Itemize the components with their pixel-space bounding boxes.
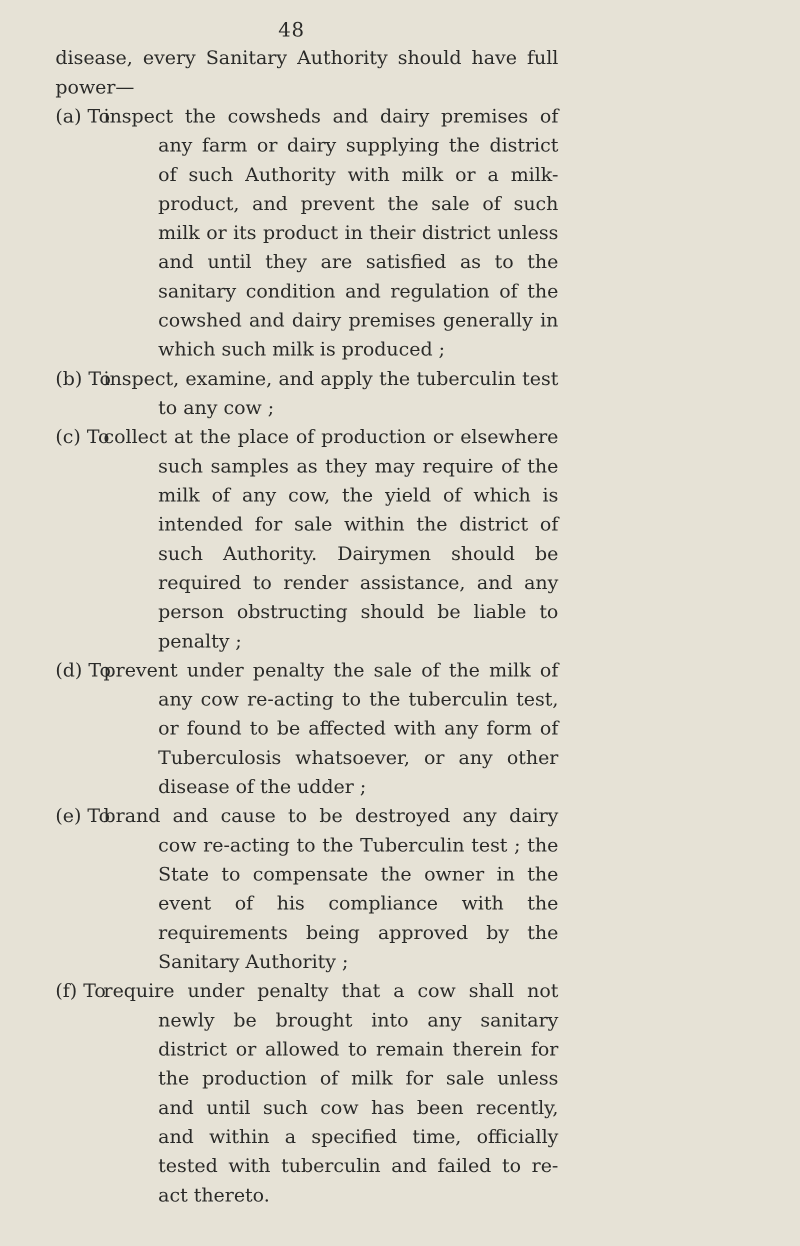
clause-text: inspect, examine, and apply the tuberculin test to any cow ; [103, 368, 559, 420]
intro-paragraph: disease, every Sanitary Authority should have full power— [55, 47, 559, 99]
clause-label: (b) To [55, 368, 111, 390]
clause-label: (e) To [55, 805, 111, 828]
clause-c [55, 423, 558, 656]
clause-b [55, 364, 558, 422]
clause-label: (f) To [55, 980, 106, 1003]
clause-text: prevent under penalty the sale of the milk of any cow re-acting to the tuberculin test, or found to be affected with any form of Tuberculosis whatsoever, or any other disease of the udder ; [103, 659, 559, 799]
page-number: 48 [278, 18, 305, 42]
clause-text: inspect the cowsheds and dairy premises of any farm or dairy supplying the district of such Authority with milk or a milk-product, and prevent the sale of such milk or its product in their district unless and until they are satisfied as to the sanitary condition and regulation of the cowshed and dairy premises generally in which such milk is produced ; [103, 105, 559, 361]
clause-text: require under penalty that a cow shall not newly be brought into any sanitary district or allowed to remain therein for the production of milk for sale unless and until such cow has been recently, and within a specified time, officially tested with tuberculin and failed to re-act thereto. [103, 980, 559, 1207]
clause-text: collect at the place of production or elsewhere such samples as they may require of the milk of any cow, the yield of which is intended for sale within the district of such Authority. Dairymen should be required to render assistance, and any person obstructing should be liable to penalty ; [103, 426, 559, 653]
clause-d [55, 656, 558, 802]
clause-text: brand and cause to be destroyed any dairy cow re-acting to the Tuberculin test ; the State to compensate the owner in the event of his compliance with the requirements being approved by the Sanitary Authority ; [103, 805, 559, 974]
clause-label: (d) To [55, 659, 111, 682]
clause-a [55, 102, 558, 364]
clause-label: (c) To [55, 426, 110, 449]
clause-label: (a) To [55, 105, 111, 128]
clause-e [55, 802, 558, 977]
clause-f [55, 977, 558, 1210]
